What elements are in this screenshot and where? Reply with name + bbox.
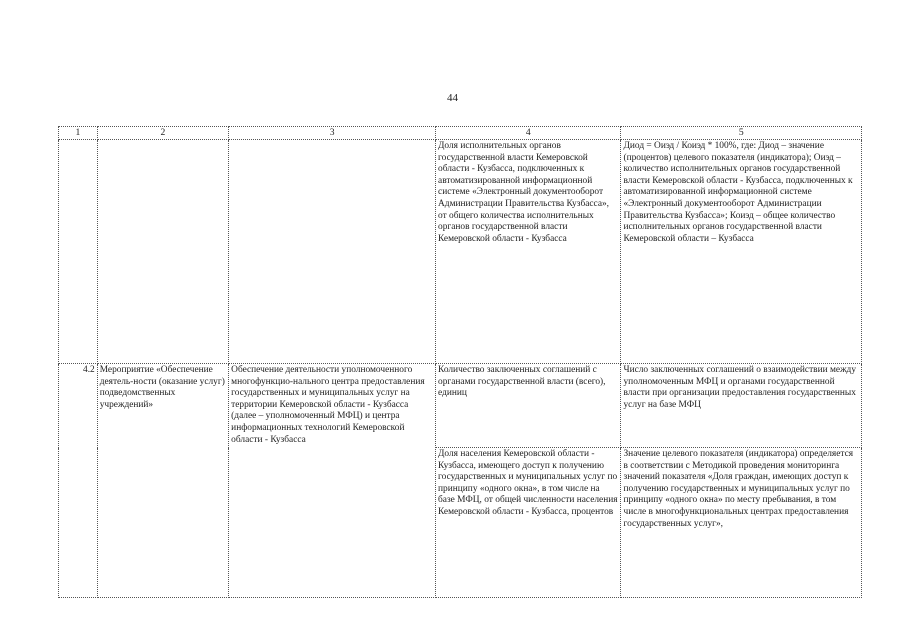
header-row <box>59 127 862 140</box>
cell-description: Обеспечение деятельности уполномоченного многофункцио-нального центра предоставления государственных и муниципальных услуг на территории Кемеровской области - Кузбасса (далее – уполномоченный МФЦ) и центра информационных технологий Кемеровской области - Кузбасса <box>229 364 436 598</box>
header-col-2: 2 <box>97 127 228 140</box>
header-col-3: 3 <box>229 127 436 140</box>
table-row <box>59 364 862 448</box>
cell-indicator: Доля населения Кемеровской области - Кузбасса, имеющего доступ к получению государственных и муниципальных услуг по принципу «одного окна», в том числе на базе МФЦ, от общей численности населения Кемеровской области - Кузбасса, процентов <box>436 448 621 598</box>
cell-activity <box>97 140 228 364</box>
header-col-5: 5 <box>621 127 862 140</box>
cell-method: Значение целевого показателя (индикатора) определяется в соответствии с Методикой проведения мониторинга значений показателя «Доля граждан, имеющих доступ к получению государственных и муниципальных услуг по принципу «одного окна» по месту пребывания, в том числе в многофункциональных центрах предоставления государственных услуг», <box>621 448 862 598</box>
cell-number <box>59 140 98 364</box>
cell-activity: Мероприятие «Обеспечение деятель-ности (оказание услуг) подведомственных учреждений» <box>97 364 228 598</box>
cell-indicator: Доля исполнительных органов государственной власти Кемеровской области - Кузбасса, подключенных к автоматизированной информационной системе «Электронный документооборот Администрации Правительства Кузбасса», от общего количества исполнительных органов государственной власти Кемеровской области - Кузбасса <box>436 140 621 364</box>
page-number: 44 <box>447 92 458 104</box>
table-row <box>59 140 862 364</box>
cell-number: 4.2 <box>59 364 98 598</box>
cell-description <box>229 140 436 364</box>
cell-method: Число заключенных соглашений о взаимодействии между уполномоченным МФЦ и органами государственной власти при организации предоставления государственных услуг на базе МФЦ <box>621 364 862 448</box>
cell-method: Диод = Оиэд / Коиэд * 100%, где: Диод – значение (процентов) целевого показателя (индикатора); Оиэд – количество исполнительных органов государственной власти Кемеровской области - Кузбасса, подключенных к автоматизированной информационной системе «Электронный документооборот Администрации Правительства Кузбасса»; Коиэд – общее количество исполнительных органов государственной власти Кемеровской области – Кузбасса <box>621 140 862 364</box>
header-col-1: 1 <box>59 127 98 140</box>
indicators-table <box>58 126 862 598</box>
header-col-4: 4 <box>436 127 621 140</box>
cell-indicator: Количество заключенных соглашений с органами государственной власти (всего), единиц <box>436 364 621 448</box>
